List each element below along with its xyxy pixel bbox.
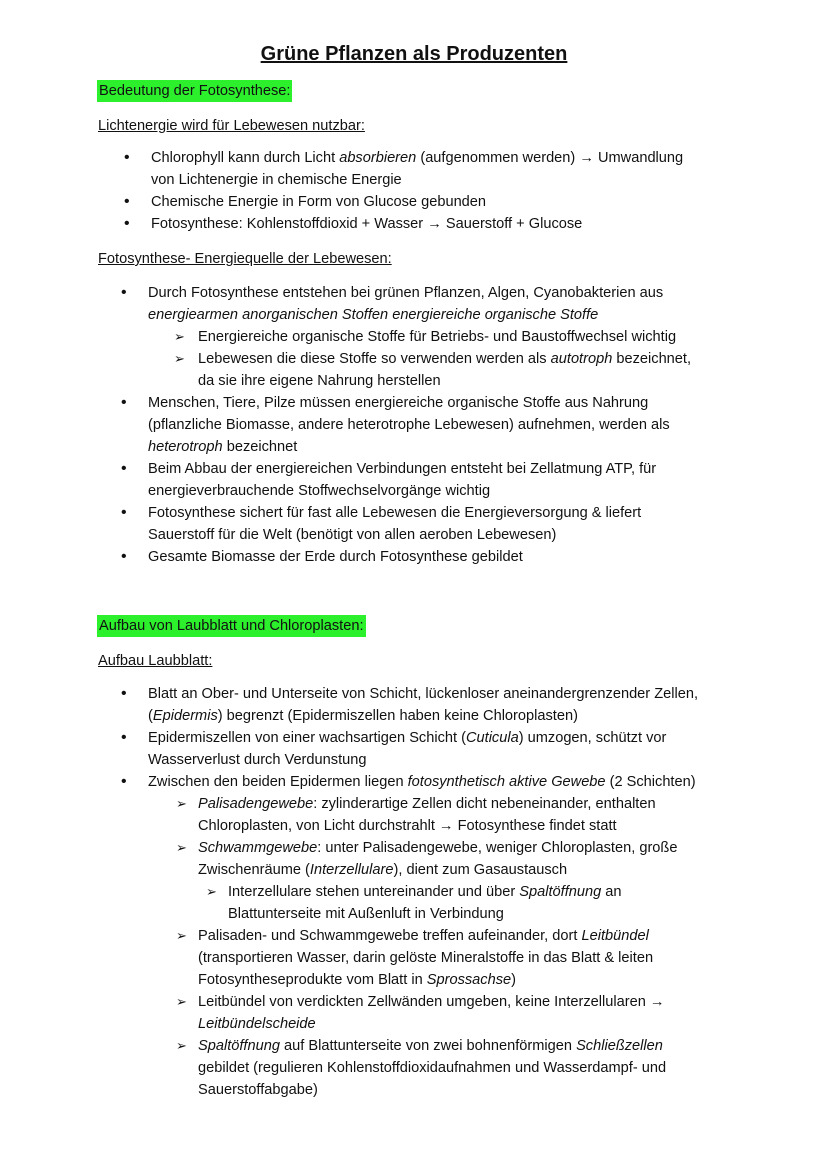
list-item: • Chemische Energie in Form von Glucose gebunden (151, 191, 771, 213)
list-aufbau-laubblatt (148, 683, 808, 1101)
list-item: • Menschen, Tiere, Pilze müssen energiereiche organische Stoffe aus Nahrung (pflanzliche Biomasse, andere heterotrophe Lebewesen) aufnehmen, werden als heterotroph bezeichnet (148, 392, 788, 458)
list-item: • Chlorophyll kann durch Licht absorbieren (aufgenommen werden) → Umwandlung von Lichtenergie in chemische Energie (151, 147, 771, 191)
page-title: Grüne Pflanzen als Produzenten (260, 43, 568, 65)
arrow-item: ➢ Interzellulare stehen untereinander und über Spaltöffnung an Blattunterseite mit Außenluft in Verbindung (206, 884, 622, 922)
arrow-item: ➢ Schwammgewebe: unter Palisadengewebe, weniger Chloroplasten, große Zwischenräume (Interzellulare), dient zum Gasaustausch ➢ Interzellulare stehen untereinander und über Spaltöffnung an Blattunterseite mit Außenluft in Verbindung (198, 837, 808, 925)
list-item: • Blatt an Ober- und Unterseite von Schicht, lückenloser aneinandergrenzender Zellen, (Epidermis) begrenzt (Epidermiszellen haben keine Chloroplasten) (148, 683, 808, 727)
list-item: • Durch Fotosynthese entstehen bei grünen Pflanzen, Algen, Cyanobakterien aus energiearmen anorganischen Stoffen energiereiche organische Stoffe ➢ Energiereiche organische Stoffe für Betriebs- und Baustoffwechsel wichtig ➢ Lebewesen die diese Stoffe so verwenden werden als autotroph bezeichnet, da sie ihre eigene Nahrung herstellen (148, 282, 788, 392)
list-item: • Beim Abbau der energiereichen Verbindungen entsteht bei Zellatmung ATP, für energieverbrauchende Stoffwechselvorgänge wichtig (148, 458, 788, 502)
list-lichtenergie (151, 147, 771, 235)
list-item: • Epidermiszellen von einer wachsartigen Schicht (Cuticula) umzogen, schützt vor Wasserverlust durch Verdunstung (148, 727, 808, 771)
subheading-energiequelle: Fotosynthese- Energiequelle der Lebewesen: (98, 251, 392, 267)
arrow-item: ➢ Palisaden- und Schwammgewebe treffen aufeinander, dort Leitbündel (transportieren Wasser, darin gelöste Mineralstoffe in das Blatt & leiten Fotosyntheseprodukte vom Blatt in Sprossachse) (176, 928, 654, 988)
section-heading-fotosynthese: Bedeutung der Fotosynthese: (97, 80, 292, 102)
list-item: • Gesamte Biomasse der Erde durch Fotosynthese gebildet (148, 546, 788, 568)
list-item: • Fotosynthese sichert für fast alle Lebewesen die Energieversorgung & liefert Sauerstoff für die Welt (benötigt von allen aeroben Lebewesen) (148, 502, 788, 546)
subheading-aufbau-laubblatt: Aufbau Laubblatt: (98, 653, 213, 669)
section-heading-laubblatt: Aufbau von Laubblatt und Chloroplasten: (97, 615, 366, 637)
arrow-item: ➢ Lebewesen die diese Stoffe so verwenden werden als autotroph bezeichnet, da sie ihre eigene Nahrung herstellen (174, 351, 692, 389)
subheading-lichtenergie: Lichtenergie wird für Lebewesen nutzbar: (98, 118, 365, 134)
arrow-item: ➢ Palisadengewebe: zylinderartige Zellen dicht nebeneinander, enthalten Chloroplasten, von Licht durchstrahlt → Fotosynthese findet statt (176, 796, 656, 834)
list-energiequelle (148, 282, 788, 568)
arrow-item: ➢ Energiereiche organische Stoffe für Betriebs- und Baustoffwechsel wichtig (174, 329, 677, 345)
list-item: • Zwischen den beiden Epidermen liegen fotosynthetisch aktive Gewebe (2 Schichten) ➢ Palisadengewebe: zylinderartige Zellen dicht nebeneinander, enthalten Chloroplasten, von Licht durchstrahlt → Fotosynthese findet statt ➢ Schwammgewebe: unter Palisadengewebe, weniger Chloroplasten, große Zwischenräume (Interzellulare), dient zum Gasaustausch ➢ Interzellulare stehen untereinander und über Spaltöffnung an Blattunterseite mit Außenluft in Verbindung ➢ Palisaden- und Schwammgewebe treffen aufeinander, dort Leitbündel (transportieren Wasser, darin gelöste Mineralstoffe in das Blatt & leiten Fotosyntheseprodukte vom Blatt in Sprossachse) ➢ Leitbündel von verdickten Zellwänden umgeben, keine Interzellularen → Leitbündelscheide ➢ Spaltöffnung auf Blattunterseite von zwei bohnenförmigen Schließzellen gebildet (regulieren Kohlenstoffdioxidaufnahmen und Wasserdampf- und Sauerstoffabgabe) (148, 771, 808, 1101)
arrow-item: ➢ Spaltöffnung auf Blattunterseite von zwei bohnenförmigen Schließzellen gebildet (regulieren Kohlenstoffdioxidaufnahmen und Wasserdampf- und Sauerstoffabgabe) (176, 1038, 667, 1098)
list-item: • Fotosynthese: Kohlenstoffdioxid + Wasser → Sauerstoff + Glucose (151, 213, 771, 235)
arrow-item: ➢ Leitbündel von verdickten Zellwänden umgeben, keine Interzellularen → Leitbündelscheide (176, 994, 665, 1032)
